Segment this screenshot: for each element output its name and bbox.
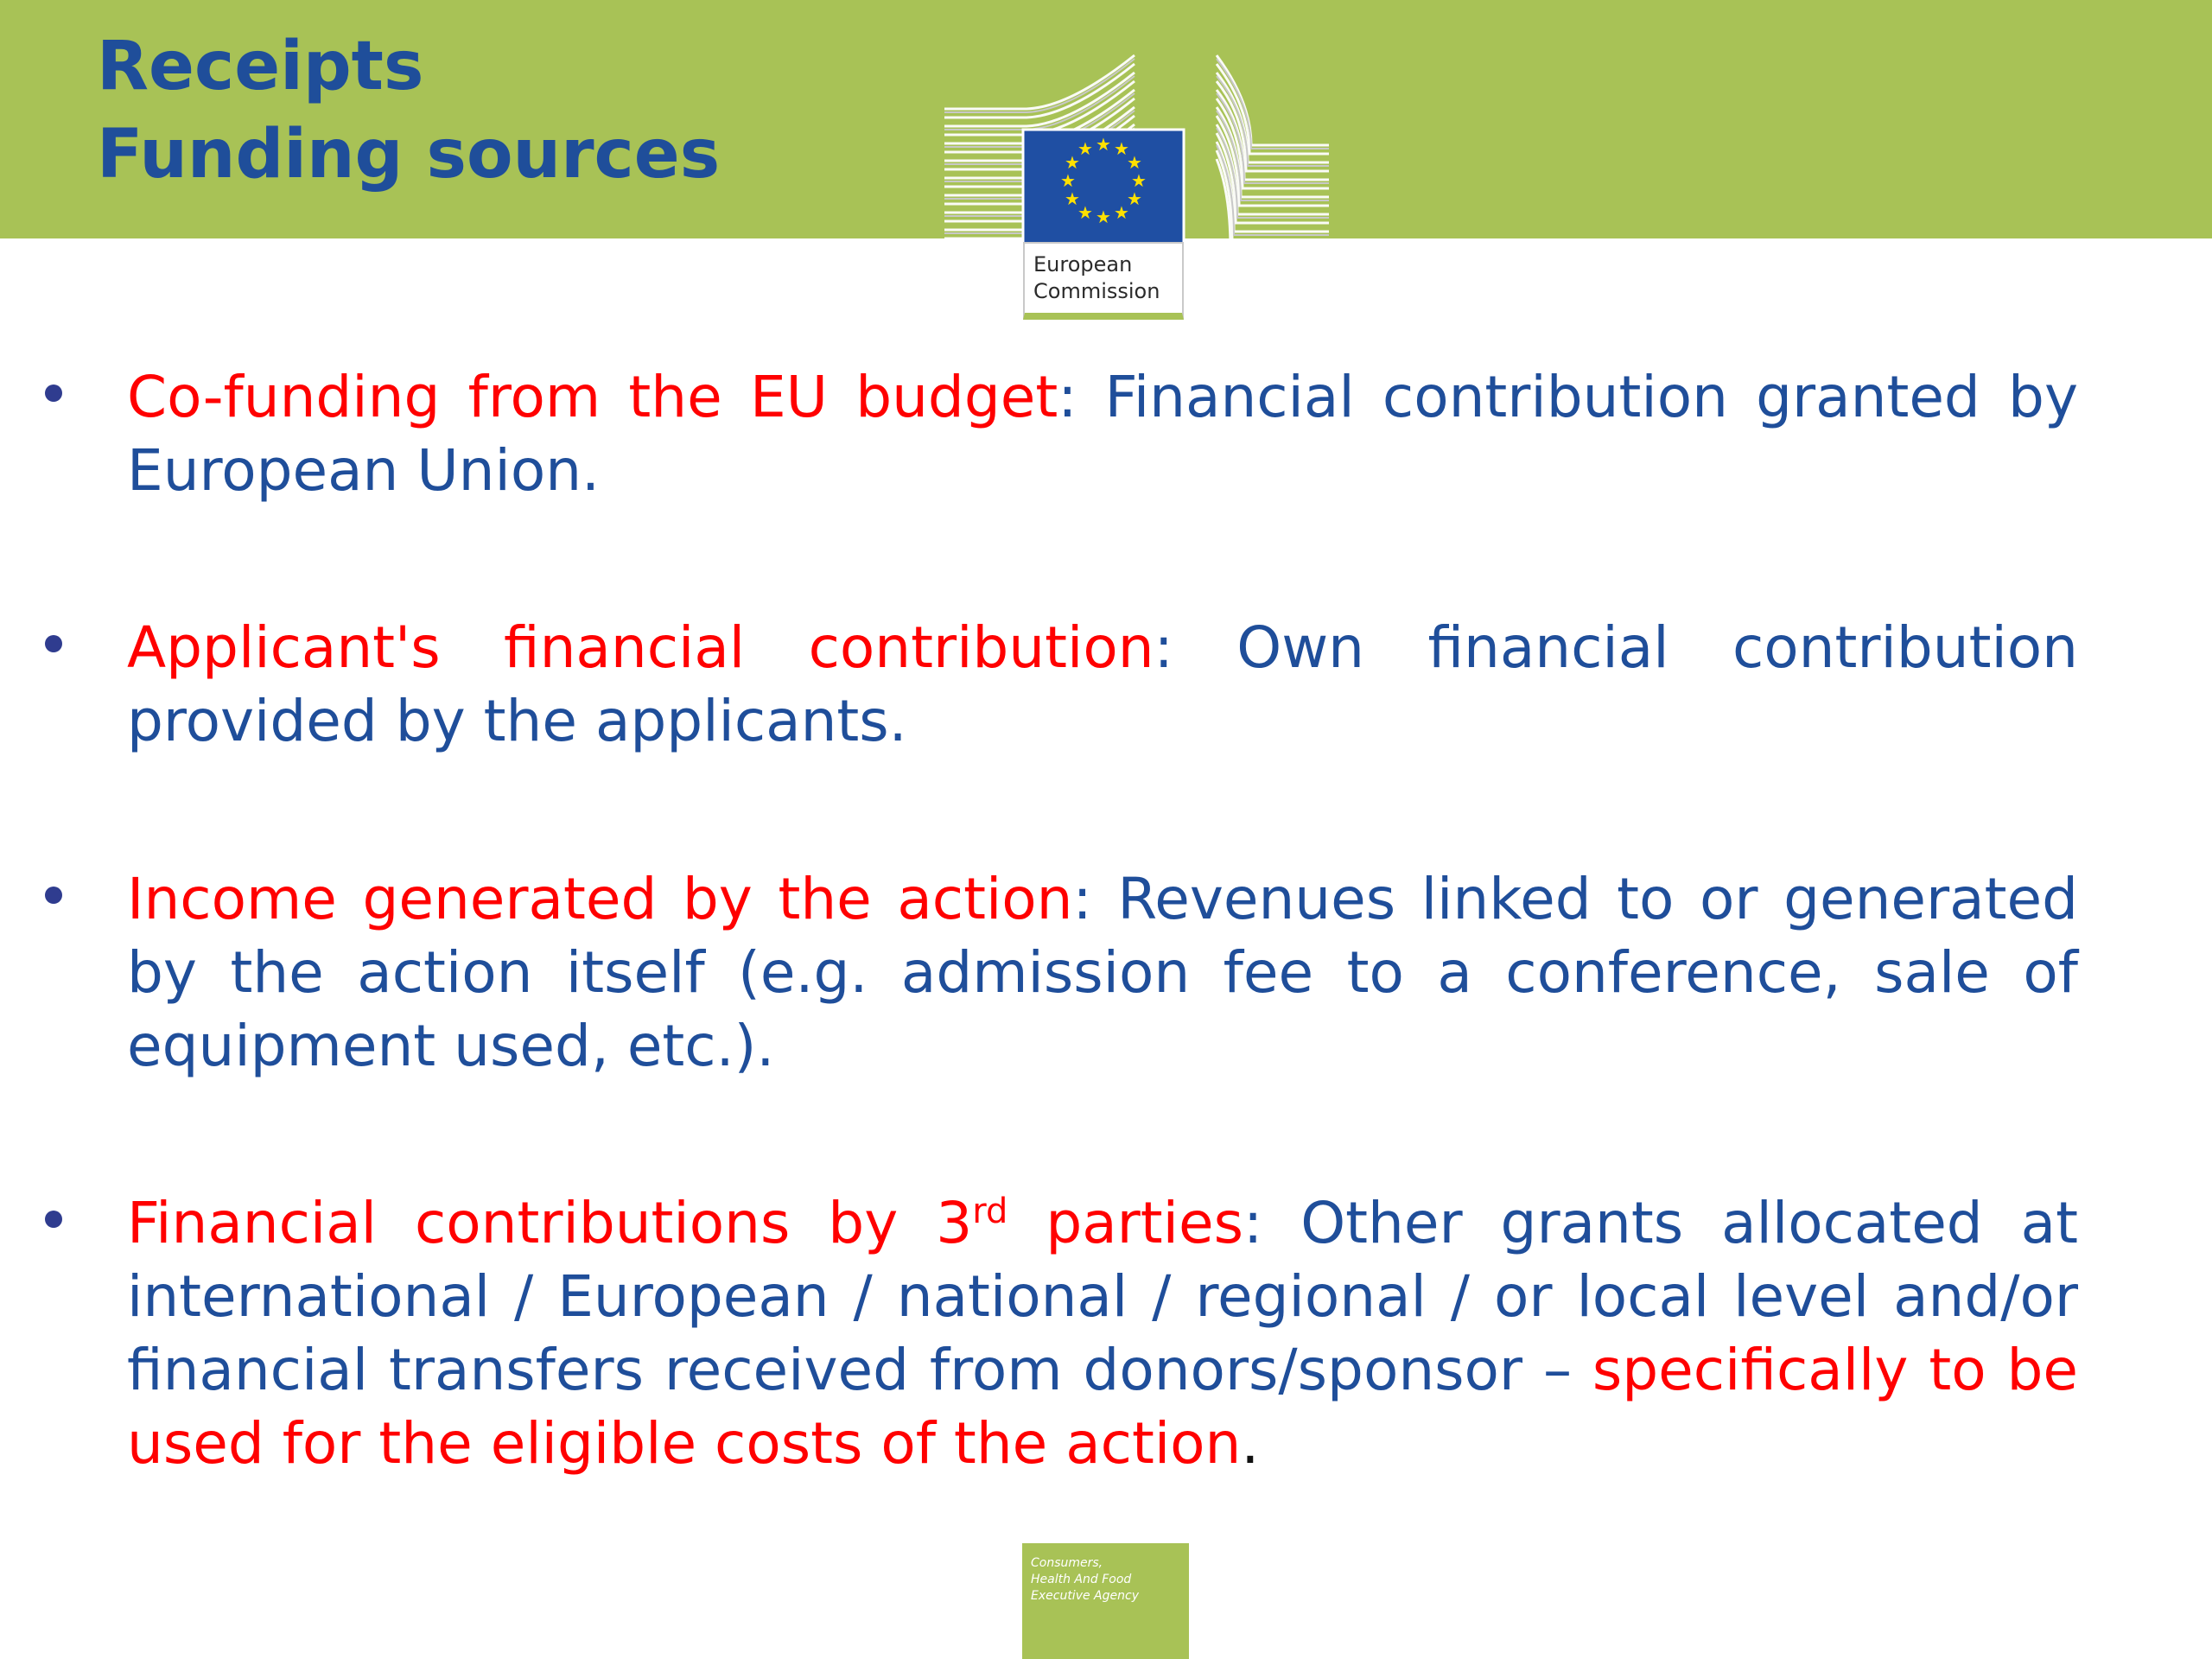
bullet-text — [127, 360, 2078, 507]
bullet-body: : Financial contribution granted by European Union. — [127, 364, 2079, 504]
bullet-text — [127, 1186, 2078, 1480]
agency-line-2: Health And Food — [1031, 1573, 1132, 1586]
bullet-highlight-end: specifically to be used for the eligible costs of the action — [127, 1337, 2078, 1477]
slide-title-line-1: Receipts — [97, 28, 424, 105]
logo-text-commission: Commission — [1033, 279, 1160, 303]
bullet-icon — [45, 385, 62, 402]
svg-text:★: ★ — [1065, 152, 1080, 173]
svg-text:★: ★ — [1096, 134, 1111, 155]
bullet-superscript: rd — [972, 1192, 1008, 1231]
svg-text:★: ★ — [1077, 202, 1093, 223]
bullet-highlight: Co-funding from the EU budget — [127, 364, 1058, 430]
bullet-text — [127, 611, 2078, 758]
svg-text:★: ★ — [1114, 138, 1129, 159]
slide-title-line-2: Funding sources — [97, 116, 721, 194]
bullet-text — [127, 862, 2078, 1083]
svg-text:★: ★ — [1131, 170, 1147, 191]
bullet-highlight-cont: parties — [1007, 1190, 1243, 1256]
svg-text:★: ★ — [1065, 188, 1080, 209]
bullet-body: : Own financial contribution provided by the applicants. — [127, 614, 2078, 754]
bullet-highlight: Income generated by the action — [127, 866, 1073, 932]
bullet-body: : Revenues linked to or generated by the action itself (e.g. admission fee to a conference, sale of equipment used, etc.). — [127, 866, 2078, 1079]
svg-text:★: ★ — [1127, 152, 1142, 173]
bullet-item — [127, 1186, 2078, 1480]
bullet-highlight: Applicant's financial contribution — [127, 614, 1154, 681]
svg-text:★: ★ — [1127, 188, 1142, 209]
bullet-icon — [45, 635, 62, 652]
bullet-item — [127, 611, 2078, 758]
logo-text-european: European — [1033, 252, 1133, 276]
bullet-end-period: . — [1241, 1410, 1260, 1477]
bullet-item — [127, 862, 2078, 1083]
bullet-item — [127, 360, 2078, 507]
bullet-icon — [45, 1211, 62, 1228]
svg-text:★: ★ — [1096, 207, 1111, 227]
svg-text:★: ★ — [1077, 138, 1093, 159]
bullet-icon — [45, 887, 62, 904]
bullet-highlight: Financial contributions by 3 — [127, 1190, 973, 1256]
bullet-body: : Other grants allocated at international / European / national / regional / or local level and/or financial transfers received from donors/sponsor – — [127, 1190, 2078, 1403]
agency-line-1: Consumers, — [1031, 1556, 1103, 1570]
svg-text:★: ★ — [1060, 170, 1076, 191]
svg-text:★: ★ — [1114, 202, 1129, 223]
agency-line-3: Executive Agency — [1031, 1589, 1139, 1603]
agency-logo — [1022, 1543, 1189, 1659]
